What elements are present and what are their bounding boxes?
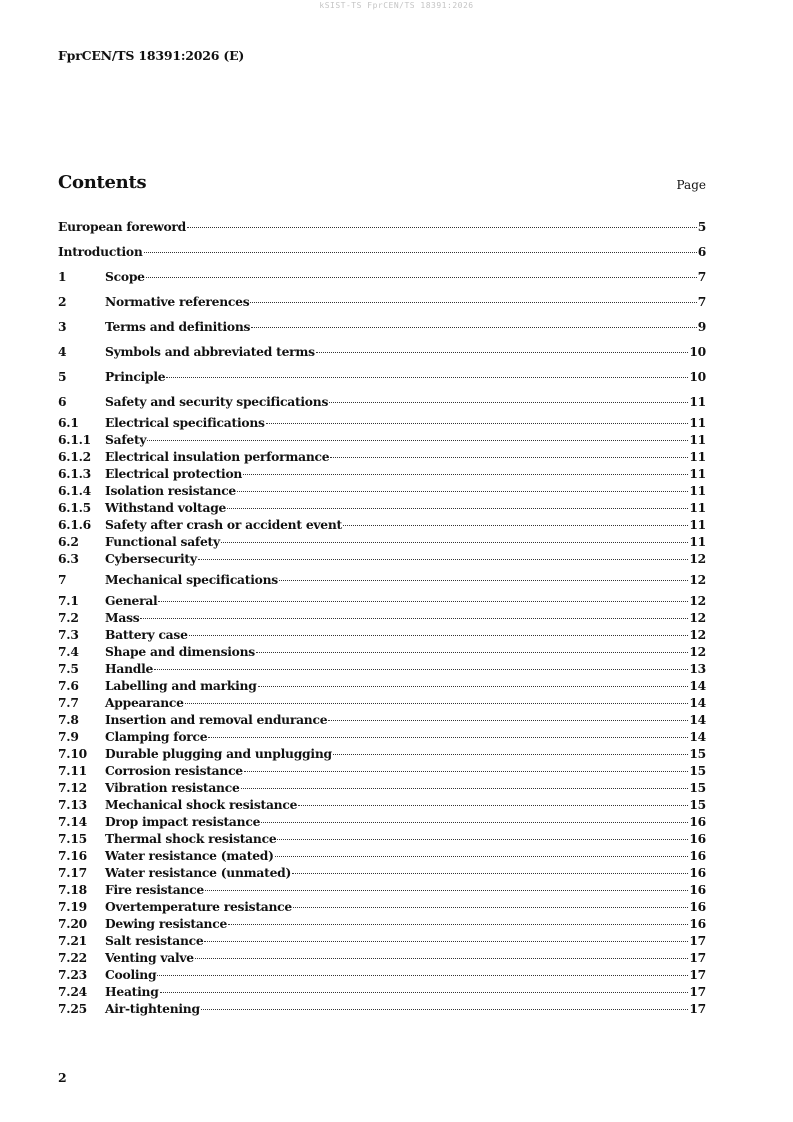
toc-entry-number: 6.1.6: [58, 517, 91, 532]
toc-entry-page: 12: [689, 644, 706, 659]
toc-entry-page: 17: [689, 950, 706, 965]
dot-leader: [160, 991, 689, 993]
toc-entry[interactable]: [58, 677, 706, 694]
toc-entry[interactable]: [58, 813, 706, 830]
toc-entry[interactable]: [58, 592, 706, 609]
page-column-label: Page: [676, 178, 706, 192]
toc-entry-number: 6.2: [58, 534, 79, 549]
toc-entry-title: Air-tightening: [105, 1001, 200, 1016]
dot-leader: [261, 821, 688, 823]
toc-entry-number: 7.16: [58, 848, 87, 863]
dot-leader: [266, 422, 689, 424]
dot-leader: [198, 558, 689, 560]
toc-entry[interactable]: [58, 864, 706, 881]
toc-entry-page: 11: [689, 415, 706, 430]
toc-entry-title: Cooling: [105, 967, 157, 982]
dot-leader: [185, 702, 689, 704]
toc-entry[interactable]: [58, 694, 706, 711]
contents-title: Contents: [58, 172, 147, 193]
toc-entry[interactable]: [58, 966, 706, 983]
toc-entry-number: 6.1.5: [58, 500, 91, 515]
toc-entry-title: European foreword: [58, 219, 187, 234]
toc-entry-title: Appearance: [105, 695, 184, 710]
toc-entry-title: Functional safety: [105, 534, 220, 549]
toc-entry-page: 11: [689, 500, 706, 515]
toc-entry-number: 7.8: [58, 712, 79, 727]
toc-entry-number: 6.1.2: [58, 449, 91, 464]
toc-entry-number: 7: [58, 572, 67, 587]
dot-leader: [228, 923, 688, 925]
toc-entry-page: 16: [689, 865, 706, 880]
toc-entry-page: 16: [689, 882, 706, 897]
toc-entry-number: 7.3: [58, 627, 79, 642]
toc-entry-title: Normative references: [105, 294, 250, 309]
toc-entry[interactable]: [58, 499, 706, 516]
dot-leader: [205, 889, 688, 891]
toc-entry-title: Safety and security specifications: [105, 394, 329, 409]
toc-entry-page: 15: [689, 797, 706, 812]
toc-entry-page: 7: [697, 269, 706, 284]
toc-entry-page: 17: [689, 984, 706, 999]
dot-leader: [147, 439, 688, 441]
toc-entry[interactable]: [58, 779, 706, 796]
toc-entry-page: 11: [689, 517, 706, 532]
toc-entry-page: 6: [697, 244, 706, 259]
toc-entry-number: 2: [58, 294, 67, 309]
toc-entry-page: 11: [689, 534, 706, 549]
toc-entry-page: 11: [689, 432, 706, 447]
toc-entry-title: Labelling and marking: [105, 678, 257, 693]
toc-entry-page: 11: [689, 483, 706, 498]
dot-leader: [244, 770, 688, 772]
dot-leader: [241, 787, 689, 789]
toc-entry-number: 7.5: [58, 661, 79, 676]
document-id: FprCEN/TS 18391:2026 (E): [58, 48, 245, 63]
toc-entry-title: Heating: [105, 984, 159, 999]
toc-entry-page: 16: [689, 848, 706, 863]
toc-entry-number: 7.18: [58, 882, 87, 897]
dot-leader: [158, 600, 688, 602]
toc-entry-page: 14: [689, 729, 706, 744]
toc-entry[interactable]: [58, 1000, 706, 1017]
toc-entry-page: 5: [697, 219, 706, 234]
watermark: kSIST-TS FprCEN/TS 18391:2026: [319, 1, 474, 10]
dot-leader: [204, 940, 688, 942]
toc-entry[interactable]: [58, 847, 706, 864]
toc-entry-title: Durable plugging and unplugging: [105, 746, 332, 761]
toc-entry-page: 12: [689, 593, 706, 608]
dot-leader: [250, 301, 696, 303]
dot-leader: [316, 351, 689, 353]
dot-leader: [333, 753, 689, 755]
toc-entry-number: 4: [58, 344, 67, 359]
dot-leader: [256, 651, 688, 653]
toc-entry-page: 12: [689, 572, 706, 587]
toc-entry-number: 3: [58, 319, 67, 334]
toc-entry-page: 11: [689, 466, 706, 481]
toc-entry-page: 16: [689, 814, 706, 829]
toc-entry-title: Isolation resistance: [105, 483, 237, 498]
toc-entry-page: 14: [689, 695, 706, 710]
toc-entry-number: 1: [58, 269, 67, 284]
toc-entry[interactable]: [58, 314, 706, 339]
toc-entry-title: General: [105, 593, 158, 608]
toc-entry-page: 17: [689, 1001, 706, 1016]
toc-entry[interactable]: [58, 239, 706, 264]
toc-entry-page: 7: [697, 294, 706, 309]
toc-entry-title: Drop impact resistance: [105, 814, 261, 829]
toc-entry-number: 6.1.1: [58, 432, 91, 447]
toc-entry-page: 14: [689, 712, 706, 727]
dot-leader: [187, 226, 697, 228]
toc-entry-title: Safety after crash or accident event: [105, 517, 342, 532]
toc-entry-title: Battery case: [105, 627, 188, 642]
toc-entry-title: Symbols and abbreviated terms: [105, 344, 315, 359]
toc-entry-number: 7.4: [58, 644, 79, 659]
toc-entry-title: Water resistance (mated): [105, 848, 274, 863]
toc-entry[interactable]: [58, 728, 706, 745]
dot-leader: [208, 736, 688, 738]
dot-leader: [275, 855, 689, 857]
toc-entry[interactable]: [58, 533, 706, 550]
dot-leader: [237, 490, 688, 492]
dot-leader: [330, 456, 688, 458]
dot-leader: [221, 541, 688, 543]
toc-entry-page: 10: [689, 369, 706, 384]
dot-leader: [166, 376, 688, 378]
toc-entry-page: 17: [689, 933, 706, 948]
toc-entry[interactable]: [58, 465, 706, 482]
toc-entry-title: Salt resistance: [105, 933, 204, 948]
toc-entry-title: Water resistance (unmated): [105, 865, 292, 880]
dot-leader: [328, 719, 688, 721]
dot-leader: [195, 957, 689, 959]
toc-entry-number: 7.25: [58, 1001, 87, 1016]
dot-leader: [258, 685, 689, 687]
toc-entry-number: 7.1: [58, 593, 79, 608]
toc-entry-title: Terms and definitions: [105, 319, 251, 334]
toc-entry[interactable]: [58, 949, 706, 966]
toc-entry-page: 12: [689, 610, 706, 625]
toc-entry[interactable]: [58, 550, 706, 567]
toc-entry[interactable]: [58, 660, 706, 677]
toc-entry-number: 6.1: [58, 415, 79, 430]
toc-entry[interactable]: [58, 448, 706, 465]
dot-leader: [227, 507, 688, 509]
toc-entry-title: Fire resistance: [105, 882, 204, 897]
toc-entry[interactable]: [58, 762, 706, 779]
toc-entry-number: 6.1.4: [58, 483, 91, 498]
toc-entry[interactable]: [58, 932, 706, 949]
dot-leader: [251, 326, 696, 328]
toc-entry-number: 7.15: [58, 831, 87, 846]
toc-entry-title: Insertion and removal endurance: [105, 712, 328, 727]
dot-leader: [201, 1008, 689, 1010]
toc-entry-title: Corrosion resistance: [105, 763, 243, 778]
toc-entry[interactable]: [58, 339, 706, 364]
toc-entry-number: 7.17: [58, 865, 87, 880]
toc-entry-page: 16: [689, 916, 706, 931]
toc-entry-title: Introduction: [58, 244, 143, 259]
toc-entry[interactable]: [58, 289, 706, 314]
toc-entry-title: Mechanical shock resistance: [105, 797, 298, 812]
dot-leader: [343, 524, 688, 526]
toc-entry-page: 9: [697, 319, 706, 334]
toc-entry-page: 10: [689, 344, 706, 359]
contents-header: [58, 172, 706, 198]
toc-entry[interactable]: [58, 881, 706, 898]
toc-entry-number: 7.22: [58, 950, 87, 965]
toc-entry-number: 6.3: [58, 551, 79, 566]
toc-entry-number: 7.23: [58, 967, 87, 982]
toc-entry-title: Withstand voltage: [105, 500, 227, 515]
dot-leader: [277, 838, 688, 840]
toc-entry-page: 14: [689, 678, 706, 693]
toc-entry[interactable]: [58, 983, 706, 1000]
toc-entry-page: 15: [689, 780, 706, 795]
toc-entry[interactable]: [58, 516, 706, 533]
toc-entry[interactable]: [58, 830, 706, 847]
toc-entry-number: 7.7: [58, 695, 79, 710]
dot-leader: [329, 401, 688, 403]
toc-entry-title: Clamping force: [105, 729, 208, 744]
toc-entry[interactable]: [58, 214, 706, 239]
toc-entry-title: Mass: [105, 610, 140, 625]
toc-entry-number: 7.10: [58, 746, 87, 761]
dot-leader: [154, 668, 688, 670]
toc-entry-page: 13: [689, 661, 706, 676]
toc-entry-page: 12: [689, 627, 706, 642]
toc-entry-title: Shape and dimensions: [105, 644, 255, 659]
toc-entry[interactable]: [58, 567, 706, 592]
toc-entry[interactable]: [58, 364, 706, 389]
toc-entry-number: 5: [58, 369, 67, 384]
dot-leader: [146, 276, 697, 278]
toc-entry[interactable]: [58, 414, 706, 431]
toc-entry-title: Venting valve: [105, 950, 194, 965]
toc-entry-title: Electrical specifications: [105, 415, 265, 430]
toc-entry-number: 6: [58, 394, 67, 409]
dot-leader: [243, 473, 688, 475]
table-of-contents: [58, 214, 706, 1017]
toc-entry[interactable]: [58, 482, 706, 499]
toc-entry[interactable]: [58, 915, 706, 932]
toc-entry[interactable]: [58, 609, 706, 626]
dot-leader: [189, 634, 689, 636]
toc-entry[interactable]: [58, 643, 706, 660]
toc-entry-number: 6.1.3: [58, 466, 91, 481]
dot-leader: [279, 579, 688, 581]
toc-entry-page: 11: [689, 449, 706, 464]
toc-entry-number: 7.14: [58, 814, 87, 829]
toc-entry-title: Dewing resistance: [105, 916, 228, 931]
toc-entry-title: Safety: [105, 432, 147, 447]
toc-entry-number: 7.21: [58, 933, 87, 948]
toc-entry-number: 7.12: [58, 780, 87, 795]
dot-leader: [140, 617, 688, 619]
toc-entry[interactable]: [58, 389, 706, 414]
toc-entry-page: 15: [689, 763, 706, 778]
toc-entry[interactable]: [58, 745, 706, 762]
toc-entry-title: Mechanical specifications: [105, 572, 278, 587]
toc-entry-number: 7.19: [58, 899, 87, 914]
dot-leader: [292, 872, 688, 874]
toc-entry-title: Scope: [105, 269, 145, 284]
toc-entry-title: Electrical insulation performance: [105, 449, 330, 464]
toc-entry-number: 7.20: [58, 916, 87, 931]
toc-entry-title: Cybersecurity: [105, 551, 197, 566]
toc-entry-page: 11: [689, 394, 706, 409]
toc-entry[interactable]: [58, 711, 706, 728]
toc-entry-title: Vibration resistance: [105, 780, 240, 795]
toc-entry-title: Principle: [105, 369, 166, 384]
toc-entry-number: 7.2: [58, 610, 79, 625]
toc-entry-page: 16: [689, 831, 706, 846]
dot-leader: [293, 906, 688, 908]
toc-entry-page: 12: [689, 551, 706, 566]
toc-entry-title: Handle: [105, 661, 154, 676]
toc-entry-title: Thermal shock resistance: [105, 831, 277, 846]
toc-entry[interactable]: [58, 796, 706, 813]
toc-entry-number: 7.6: [58, 678, 79, 693]
toc-entry-number: 7.11: [58, 763, 87, 778]
page-number: 2: [58, 1070, 67, 1085]
toc-entry[interactable]: [58, 431, 706, 448]
toc-entry-page: 17: [689, 967, 706, 982]
toc-entry-number: 7.24: [58, 984, 87, 999]
toc-entry-number: 7.9: [58, 729, 79, 744]
toc-entry[interactable]: [58, 626, 706, 643]
toc-entry-title: Overtemperature resistance: [105, 899, 292, 914]
toc-entry[interactable]: [58, 264, 706, 289]
toc-entry-title: Electrical protection: [105, 466, 243, 481]
toc-entry[interactable]: [58, 898, 706, 915]
dot-leader: [144, 251, 697, 253]
toc-entry-number: 7.13: [58, 797, 87, 812]
dot-leader: [157, 974, 688, 976]
toc-entry-page: 16: [689, 899, 706, 914]
dot-leader: [298, 804, 688, 806]
toc-entry-page: 15: [689, 746, 706, 761]
